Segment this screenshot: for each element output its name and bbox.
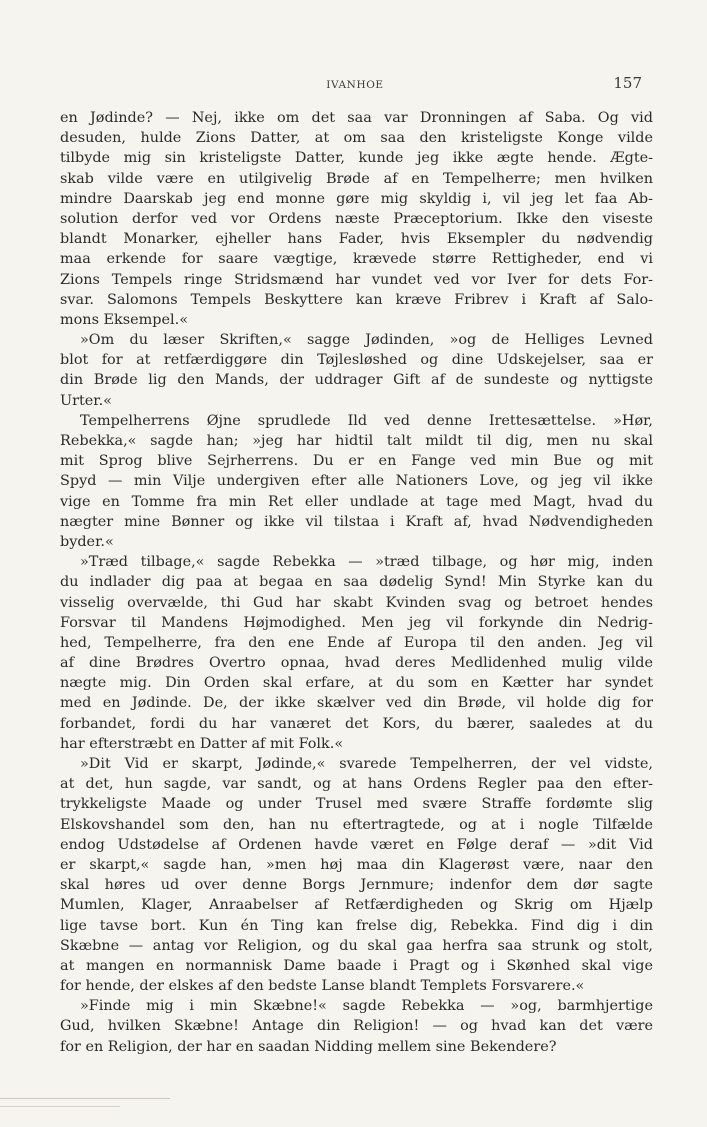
- text-line: »Finde mig i min Skæbne!« sagde Rebekka — »og, barmhjertige: [80, 998, 653, 1015]
- text-line: blandt Monarker, ejheller hans Fader, hvis Eksempler du nødvendig: [60, 231, 653, 248]
- text-line: Urter.«: [60, 392, 112, 409]
- text-line: skab vilde være en utilgivelig Brøde af en Tempelherre; men hvilken: [60, 170, 653, 187]
- text-line: blot for at retfærdiggøre din Tøjlesløshed og dine Udskejelser, saa er: [60, 352, 653, 369]
- text-line: mindre Daarskab jeg end monne gøre mig skyldig i, vil jeg let faa Ab-: [60, 190, 653, 207]
- text-line: »Om du læser Skriften,« sagge Jødinden, »og de Helliges Levned: [80, 332, 653, 349]
- text-line: Mumlen, Klager, Anraabelser af Retfærdigheden og Skrig om Hjælp: [60, 897, 653, 914]
- text-line: skal høres ud over denne Borgs Jernmure; indenfor dem dør sagte: [60, 877, 653, 894]
- text-line: Gud, hvilken Skæbne! Antage din Religion! — og hvad kan det være: [60, 1018, 653, 1035]
- text-line: for en Religion, der har en saadan Nidding mellem sine Bekendere?: [60, 1038, 557, 1055]
- text-line: din Brøde lig den Mands, der uddrager Gift af de sundeste og nyttigste: [60, 372, 653, 389]
- text-line: en Jødinde? — Nej, ikke om det saa var Dronningen af Saba. Og vid: [60, 110, 653, 126]
- text-line: mit Sprog blive Sejrherrens. Du er en Fange ved min Bue og mit: [60, 453, 653, 470]
- text-line: vige en Tomme fra min Ret eller undlade at tage med Magt, hvad du: [60, 493, 653, 510]
- text-line: Rebekka,« sagde han; »jeg har hidtil talt mildt til dig, men nu skal: [60, 433, 653, 449]
- text-line: er skarpt,« sagde han, »men høj maa din Klagerøst være, naar den: [60, 856, 653, 873]
- text-line: tilbyde mig sin kristeligste Datter, kunde jeg ikke ægte hende. Ægte-: [60, 150, 653, 167]
- text-line: mons Eksempel.«: [60, 311, 189, 328]
- text-line: »Træd tilbage,« sagde Rebekka — »træd tilbage, og hør mig, inden: [80, 554, 653, 571]
- text-line: at mangen en normannisk Dame baade i Pragt og i Skønhed skal vige: [60, 957, 653, 974]
- text-line: »Dit Vid er skarpt, Jødinde,« svarede Tempelherren, der vel vidste,: [80, 756, 653, 772]
- text-line: Skæbne — antag vor Religion, og du skal gaa herfra saa strunk og stolt,: [60, 937, 653, 954]
- text-line: solution derfor ved vor Ordens næste Præceptorium. Ikke den viseste: [60, 210, 653, 227]
- text-line: Elskovshandel som den, han nu eftertragtede, og at i nogle Tilfælde: [60, 816, 653, 833]
- text-line: Tempelherrens Øjne sprudlede Ild ved denne Irettesættelse. »Hør,: [80, 412, 653, 429]
- text-line: Forsvar til Mandens Højmodighed. Men jeg vil forkynde din Nedrig-: [60, 614, 653, 631]
- text-line: nægte mig. Din Orden skal erfare, at du som en Kætter har syndet: [60, 675, 653, 692]
- text-line: du indlader dig paa at begaa en saa dødelig Synd! Min Styrke kan du: [60, 574, 653, 591]
- text-line: desuden, hulde Zions Datter, at om saa den kristeligste Konge vilde: [60, 130, 653, 147]
- text-line: har efterstræbt en Datter af mit Folk.«: [60, 735, 344, 752]
- page-edge-line: [0, 1098, 170, 1099]
- page-edge-line: [0, 1106, 120, 1107]
- page-number: 157: [613, 74, 642, 92]
- text-line: trykkeligste Maade og under Trusel med svære Straffe fordømte slig: [60, 796, 653, 813]
- text-line: af dine Brødres Overtro opnaa, hvad deres Medlidenhed mulig vilde: [60, 655, 653, 672]
- text-line: for hende, der elskes af den bedste Lanse blandt Templets Forsvarere.«: [60, 978, 585, 995]
- text-line: nægter mine Bønner og ikke vil tilstaa i Kraft af, hvad Nødvendigheden: [60, 513, 653, 530]
- text-line: byder.«: [60, 533, 114, 550]
- text-line: visselig overvælde, thi Gud har skabt Kvinden svag og betroet hendes: [60, 594, 653, 611]
- running-head: [60, 74, 650, 96]
- text-line: maa erkende for saare vægtige, krævede større Rettigheder, end vi: [60, 251, 653, 268]
- text-line: at det, hun sagde, var sandt, og at hans Ordens Regler paa den efter-: [60, 776, 653, 793]
- text-line: forbandet, fordi du har vanæret det Kors, du bærer, saaledes at du: [60, 715, 653, 732]
- text-line: endog Udstødelse af Ordenen havde været en Følge deraf — »dit Vid: [60, 836, 653, 853]
- running-title: IVANHOE: [326, 79, 384, 91]
- text-line: Zions Tempels ringe Stridsmænd har vundet ved vor Iver for dets For-: [60, 271, 653, 288]
- text-line: svar. Salomons Tempels Beskyttere kan kræve Fribrev i Kraft af Salo-: [60, 291, 653, 308]
- text-line: med en Jødinde. De, der ikke skælver ved din Brøde, vil holde dig for: [60, 695, 653, 712]
- text-line: lige tavse bort. Kun én Ting kan frelse dig, Rebekka. Find dig i din: [60, 917, 653, 934]
- text-line: Spyd — min Vilje undergiven efter alle Nationers Love, og jeg vil ikke: [60, 473, 653, 490]
- text-line: hed, Tempelherre, fra den ene Ende af Europa til den anden. Jeg vil: [60, 634, 653, 651]
- body-text: [60, 108, 653, 1057]
